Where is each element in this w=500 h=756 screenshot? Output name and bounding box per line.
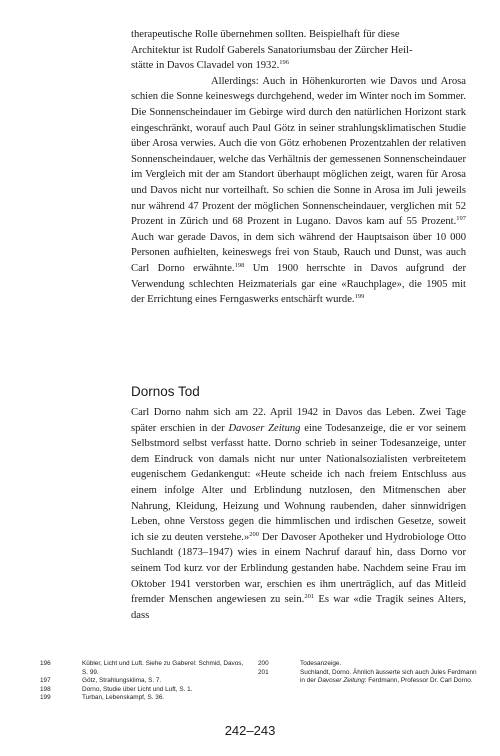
paragraph-text: eine Todesanzeige, die er vor seinem Selbstmord selbst verfasst hatte. Dorno schrieb in seiner Todesanzeige, unter dem Eindruck von damals nicht nur unter Nationalsozialisten verbreitetem eugenischem Gedankengut: «Heute scheide ich nach freiem Entschluss aus einem infolge Alter und Erblindung nutzlosen, den Mitmenschen aber Nahrung, Kleidung, Heizung und Wohnung raubenden, daher sinnwidrigen Leben, ohne Verstoss gegen die himmlischen und irdischen Gesetze, soweit ich sie zu deuten verstehe.» — [131, 422, 466, 543]
footnote-number: 201 — [258, 668, 269, 676]
section-heading: Dornos Tod — [131, 384, 200, 399]
footnote — [40, 677, 250, 686]
footnote-text: Kübler, Licht und Luft. Siehe zu Gaberel: Schmid, Davos, S. 99. — [82, 660, 244, 676]
footnote-ref[interactable]: 200 — [249, 530, 260, 538]
text-line: therapeutische Rolle übernehmen sollten. Beispielhaft für diese — [131, 29, 400, 40]
footnotes-right — [258, 660, 478, 686]
body-section-2 — [131, 405, 466, 623]
footnote-number: 200 — [258, 660, 269, 667]
footnote-ref[interactable]: 198 — [234, 261, 245, 269]
text-line: stätte in Davos Clavadel von 1932. — [131, 60, 280, 72]
footnote-ref[interactable]: 201 — [304, 593, 315, 601]
footnote-text: Turban, Lebenskampf, S. 36. — [82, 694, 165, 702]
footnote-ref[interactable]: 199 — [354, 293, 365, 301]
newspaper-title: Davoser Zeitung — [317, 677, 365, 685]
footnote-ref[interactable]: 196 — [279, 59, 290, 67]
newspaper-title: Davoser Zeitung — [228, 422, 301, 434]
paragraph-3 — [131, 405, 466, 623]
footnote-number: 198 — [40, 685, 51, 693]
page-number: 242–243 — [224, 723, 276, 738]
footnote-text-part: : Ferdmann, Professor Dr. Carl Dorno. — [364, 677, 473, 685]
text-line: Architektur ist Rudolf Gaberels Sanatoriumsbau der Zürcher Heil- — [131, 44, 413, 56]
paragraph-text: Der Davoser Apotheker und Hydrobiologe Otto Suchlandt (1873–1947) wies in einem Nachruf darauf hin, dass Dorno vor seinem Tod kurz vor der Erblindung gestanden habe. Nachdem seine Frau im Oktober 1941 verstorben war, erschien es ihm unerträglich, auf das Mitleid fremder Menschen angewiesen zu sein. — [131, 531, 466, 606]
footnote-number: 199 — [40, 694, 51, 702]
paragraph-text: Um 1900 herrschte in Davos aufgrund der Verwendung schlechten Heizmaterials gar eine «Rauchplage», die 1905 mit der Errichtung eines Ferngaswerks entschärft wurde. — [131, 262, 466, 306]
paragraph-text: Es war «die Tragik seines Alters, dass — [131, 594, 466, 621]
footnote — [40, 694, 250, 703]
paragraph-text: Auch war gerade Davos, in dem sich während der Hauptsaison über 10 000 Personen aufhielten, keineswegs frei von Staub, Rauch und Dunst, was auch Carl Dorno erwähnte. — [131, 231, 466, 274]
footnotes-left — [40, 660, 250, 703]
footnote-text: Dorno, Studie über Licht und Luft, S. 1. — [82, 685, 193, 693]
footnote — [258, 660, 478, 669]
footnote-number: 197 — [40, 677, 51, 685]
paragraph-text: Carl Dorno nahm sich am 22. April 1942 in Davos das Leben. Zwei Tage später erschien in der — [131, 407, 466, 434]
footnote-text: Todesanzeige. — [300, 660, 342, 667]
footnote — [40, 660, 250, 677]
footnote-number: 196 — [40, 660, 51, 667]
paragraph-1 — [131, 27, 466, 74]
paragraph-2 — [131, 74, 466, 308]
footnote-text: Götz, Strahlungsklima, S. 7. — [82, 677, 162, 685]
footnote — [40, 686, 250, 695]
footnote — [258, 669, 478, 686]
body-section-1 — [131, 27, 466, 308]
footnote-text — [300, 669, 478, 686]
footnote-ref[interactable]: 197 — [456, 215, 466, 223]
footnote-text-part: Suchlandt, Dorno. Ähnlich äusserte sich auch Jules Ferdmann in der — [300, 668, 477, 685]
paragraph-text: Allerdings: Auch in Höhenkurorten wie Davos und Arosa schien die Sonne keineswegs durchgehend, weder im Winter noch im Sommer. Die Sonnenscheindauer im Gebirge wird durch den natürlichen Horizont stark eingeschränkt, worauf auch Paul Götz in seiner strahlungsklimatischen Studie über Arosa verwies. Auch die von Götz erhobenen Prozentzahlen der relativen Sonnenscheindauer, welche das Verhältnis der gemessenen Sonnenscheindauer im Vergleich mit der am Standort überhaupt möglichen zeigt, waren für Arosa und Davos nicht nur vorteilhaft. So schien die Sonne in Arosa im Juli jeweils nur während 47 Prozent der möglichen Sonnenscheindauer, verglichen mit 52 Prozent in Zürich und 68 Prozent in Lugano. Davos kam auf 55 Prozent. — [131, 75, 466, 228]
